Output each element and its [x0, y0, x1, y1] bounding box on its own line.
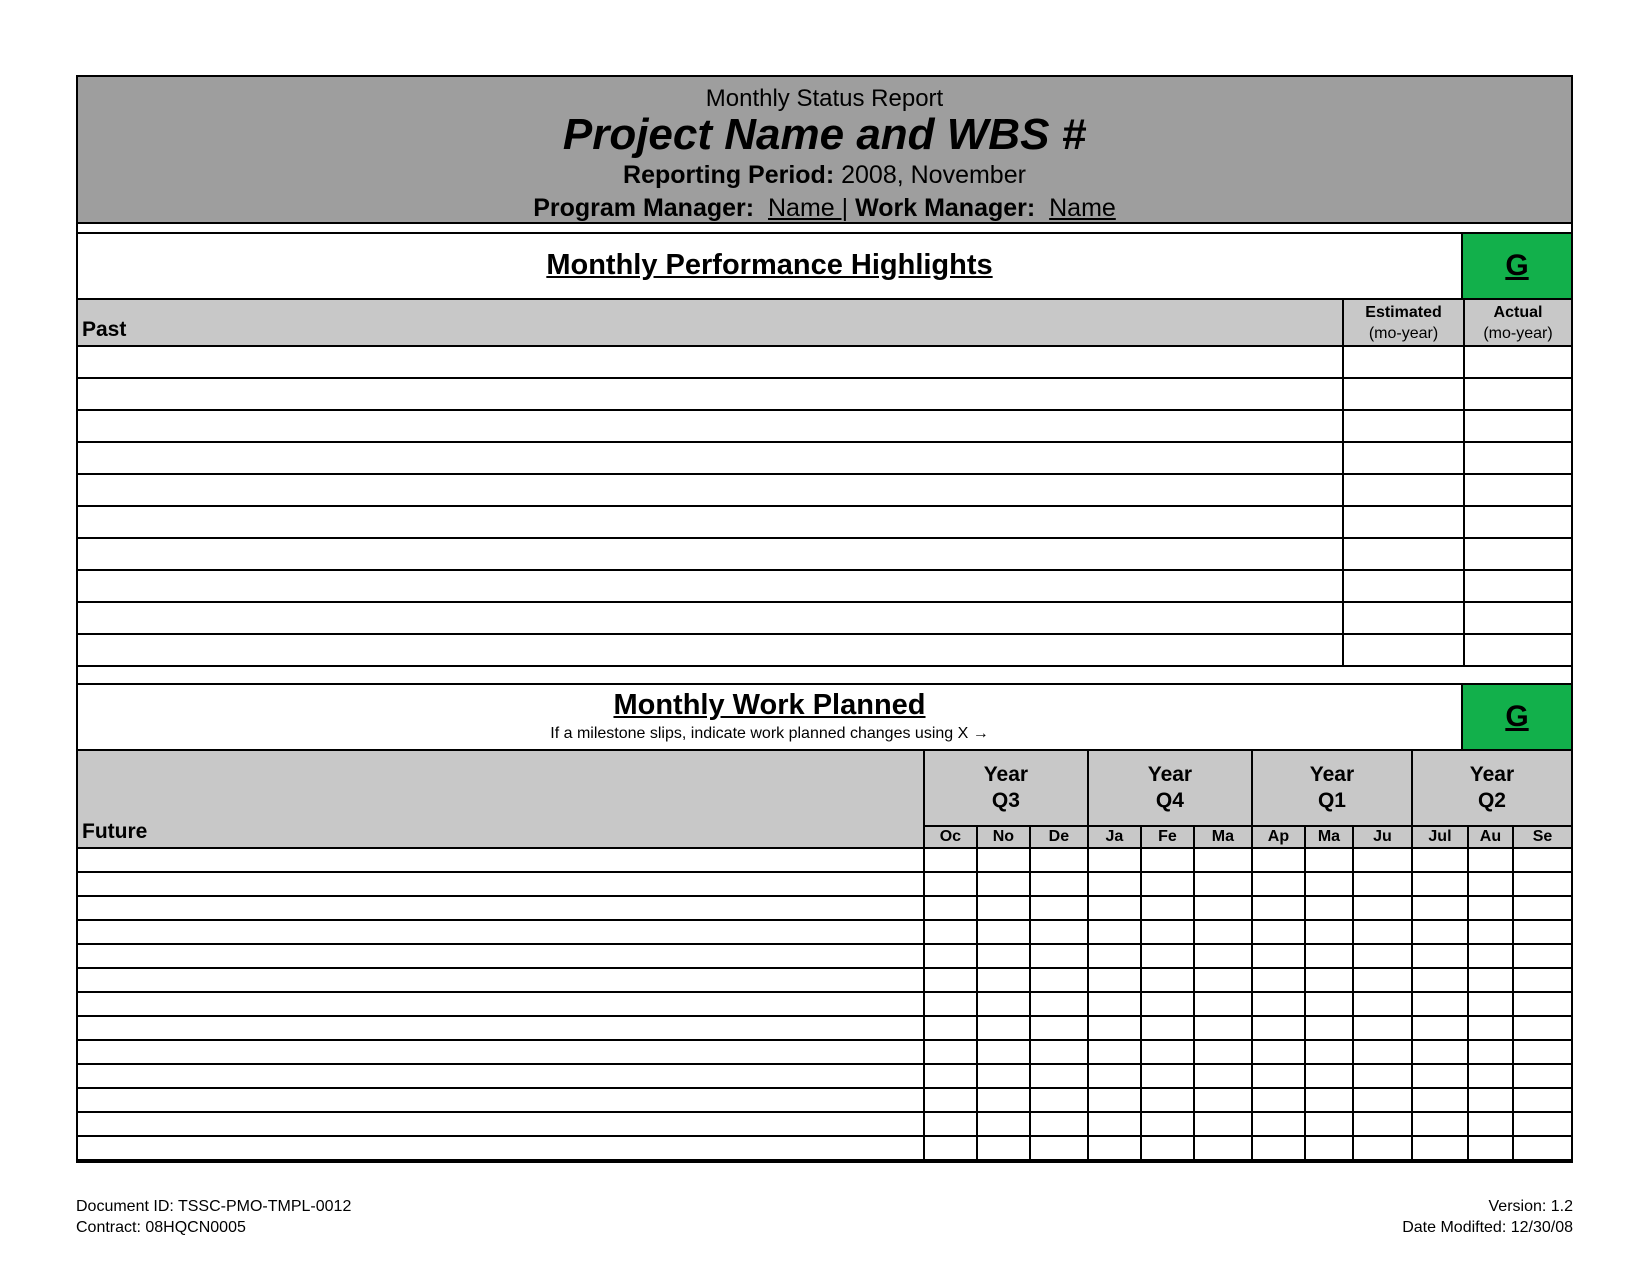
month-cell[interactable] [1194, 1088, 1252, 1112]
actual-cell[interactable] [1464, 634, 1572, 666]
month-cell[interactable] [1412, 992, 1468, 1016]
month-cell[interactable] [924, 1040, 977, 1064]
month-cell[interactable] [1088, 944, 1141, 968]
program-manager-label: Program Manager: [533, 194, 755, 222]
month-cell[interactable] [1305, 944, 1353, 968]
actual-sub: (mo-year) [1483, 324, 1553, 342]
future-row [77, 992, 1572, 1016]
month-cell[interactable] [1353, 848, 1412, 872]
month-cell[interactable] [1353, 920, 1412, 944]
month-cell[interactable] [1305, 1088, 1353, 1112]
month-header: Ja [1088, 826, 1141, 848]
month-cell[interactable] [1412, 920, 1468, 944]
month-cell[interactable] [1194, 1064, 1252, 1088]
month-cell[interactable] [1412, 872, 1468, 896]
month-cell[interactable] [1141, 944, 1194, 968]
quarter-year: Year [983, 763, 1029, 786]
highlights-status-badge[interactable]: G [1461, 234, 1571, 298]
future-item-cell[interactable] [77, 1040, 924, 1064]
report-header [78, 77, 1571, 222]
month-cell[interactable] [1252, 1064, 1305, 1088]
work-manager-label: Work Manager: [855, 194, 1036, 222]
actual-header [1464, 299, 1572, 346]
month-cell[interactable] [1252, 1040, 1305, 1064]
month-cell[interactable] [1513, 848, 1572, 872]
month-cell[interactable] [924, 1016, 977, 1040]
month-cell[interactable] [1353, 1016, 1412, 1040]
month-cell[interactable] [1030, 1088, 1088, 1112]
month-cell[interactable] [1468, 1136, 1513, 1160]
month-cell[interactable] [1468, 1112, 1513, 1136]
month-cell[interactable] [1412, 1016, 1468, 1040]
month-cell[interactable] [1030, 1112, 1088, 1136]
month-cell[interactable] [1141, 1136, 1194, 1160]
month-cell[interactable] [1194, 968, 1252, 992]
future-row [77, 896, 1572, 920]
month-cell[interactable] [977, 1064, 1030, 1088]
month-cell[interactable] [1412, 1040, 1468, 1064]
month-cell[interactable] [1513, 944, 1572, 968]
estimated-header [1343, 299, 1464, 346]
month-cell[interactable] [1030, 1136, 1088, 1160]
month-cell[interactable] [1468, 944, 1513, 968]
month-cell[interactable] [1030, 992, 1088, 1016]
past-item-cell[interactable] [77, 602, 1343, 634]
month-cell[interactable] [1088, 920, 1141, 944]
month-cell[interactable] [1088, 1040, 1141, 1064]
divider [78, 667, 1571, 685]
future-row [77, 1040, 1572, 1064]
month-cell[interactable] [1141, 1016, 1194, 1040]
future-row [77, 920, 1572, 944]
month-cell[interactable] [1252, 968, 1305, 992]
planned-title: Monthly Work Planned [613, 689, 926, 721]
month-cell[interactable] [924, 896, 977, 920]
past-row [77, 634, 1572, 666]
month-cell[interactable] [1468, 992, 1513, 1016]
date-modified: Date Modifted: 12/30/08 [1402, 1219, 1573, 1236]
past-header-row [77, 299, 1572, 346]
month-cell[interactable] [1305, 1016, 1353, 1040]
month-cell[interactable] [1030, 1064, 1088, 1088]
month-cell[interactable] [1305, 848, 1353, 872]
month-cell[interactable] [924, 848, 977, 872]
month-cell[interactable] [1194, 992, 1252, 1016]
month-cell[interactable] [1030, 920, 1088, 944]
month-cell[interactable] [924, 944, 977, 968]
estimated-sub: (mo-year) [1368, 324, 1439, 342]
future-row [77, 848, 1572, 872]
month-cell[interactable] [1468, 1016, 1513, 1040]
month-cell[interactable] [924, 1088, 977, 1112]
future-row [77, 1112, 1572, 1136]
past-item-cell[interactable] [77, 474, 1343, 506]
estimated-cell[interactable] [1343, 410, 1464, 442]
month-cell[interactable] [1305, 872, 1353, 896]
month-cell[interactable] [977, 1088, 1030, 1112]
month-cell[interactable] [1468, 872, 1513, 896]
month-header: Au [1468, 826, 1513, 848]
future-item-cell[interactable] [77, 1064, 924, 1088]
month-cell[interactable] [977, 992, 1030, 1016]
month-cell[interactable] [1194, 1040, 1252, 1064]
month-header: Ma [1194, 826, 1252, 848]
past-item-cell[interactable] [77, 378, 1343, 410]
month-cell[interactable] [1141, 872, 1194, 896]
contract-number: Contract: 08HQCN0005 [76, 1219, 246, 1236]
future-item-cell[interactable] [77, 1112, 924, 1136]
divider [78, 222, 1571, 234]
future-row [77, 968, 1572, 992]
month-header: De [1030, 826, 1088, 848]
month-cell[interactable] [1513, 872, 1572, 896]
footer-right [1402, 1196, 1573, 1238]
month-cell[interactable] [1412, 1088, 1468, 1112]
month-cell[interactable] [1252, 1112, 1305, 1136]
actual-cell[interactable] [1464, 378, 1572, 410]
actual-cell[interactable] [1464, 538, 1572, 570]
month-cell[interactable] [1353, 1088, 1412, 1112]
report-box [76, 75, 1573, 1163]
month-cell[interactable] [977, 1040, 1030, 1064]
month-cell[interactable] [1252, 1016, 1305, 1040]
month-cell[interactable] [1412, 1064, 1468, 1088]
managers-line [78, 194, 1571, 223]
month-cell[interactable] [1305, 992, 1353, 1016]
month-cell[interactable] [977, 920, 1030, 944]
month-header: Fe [1141, 826, 1194, 848]
month-cell[interactable] [1305, 920, 1353, 944]
month-cell[interactable] [1353, 896, 1412, 920]
month-cell[interactable] [1513, 1088, 1572, 1112]
month-cell[interactable] [1141, 992, 1194, 1016]
past-row [77, 410, 1572, 442]
reporting-period [78, 161, 1571, 190]
quarter-year: Year [1469, 763, 1515, 786]
past-item-cell[interactable] [77, 634, 1343, 666]
quarter-header [1412, 750, 1572, 826]
future-table [76, 749, 1573, 1161]
estimated-label: Estimated [1365, 303, 1442, 321]
month-cell[interactable] [1412, 848, 1468, 872]
month-cell[interactable] [1513, 968, 1572, 992]
month-cell[interactable] [1513, 1016, 1572, 1040]
past-row [77, 442, 1572, 474]
footer-left [76, 1196, 351, 1238]
future-item-cell[interactable] [77, 1016, 924, 1040]
actual-cell[interactable] [1464, 410, 1572, 442]
month-cell[interactable] [1194, 944, 1252, 968]
future-item-cell[interactable] [77, 1088, 924, 1112]
past-row [77, 506, 1572, 538]
month-cell[interactable] [977, 1016, 1030, 1040]
month-cell[interactable] [1088, 968, 1141, 992]
actual-cell[interactable] [1464, 602, 1572, 634]
estimated-cell[interactable] [1343, 506, 1464, 538]
planned-status-badge[interactable]: G [1461, 685, 1571, 749]
month-cell[interactable] [1252, 1088, 1305, 1112]
month-cell[interactable] [924, 968, 977, 992]
past-row [77, 570, 1572, 602]
quarter-header [1252, 750, 1412, 826]
past-row [77, 378, 1572, 410]
status-report-form [76, 75, 1573, 1163]
quarter-label: Q3 [991, 789, 1020, 812]
future-item-cell[interactable] [77, 992, 924, 1016]
planned-header [78, 685, 1571, 751]
month-cell[interactable] [1513, 1136, 1572, 1160]
month-cell[interactable] [1252, 896, 1305, 920]
month-cell[interactable] [1305, 896, 1353, 920]
quarter-label: Q2 [1477, 789, 1506, 812]
month-cell[interactable] [977, 872, 1030, 896]
month-cell[interactable] [1030, 872, 1088, 896]
past-row [77, 474, 1572, 506]
month-cell[interactable] [1412, 896, 1468, 920]
month-cell[interactable] [1468, 848, 1513, 872]
month-cell[interactable] [1141, 1112, 1194, 1136]
month-cell[interactable] [1513, 896, 1572, 920]
month-cell[interactable] [1141, 968, 1194, 992]
future-item-cell[interactable] [77, 920, 924, 944]
month-cell[interactable] [1088, 1112, 1141, 1136]
month-cell[interactable] [1252, 1136, 1305, 1160]
month-cell[interactable] [1513, 992, 1572, 1016]
actual-cell[interactable] [1464, 474, 1572, 506]
month-cell[interactable] [977, 944, 1030, 968]
month-cell[interactable] [1088, 992, 1141, 1016]
highlights-title: Monthly Performance Highlights [546, 249, 993, 281]
month-cell[interactable] [1088, 896, 1141, 920]
actual-cell[interactable] [1464, 570, 1572, 602]
month-cell[interactable] [1194, 872, 1252, 896]
month-cell[interactable] [1088, 1064, 1141, 1088]
month-header: Ma [1305, 826, 1353, 848]
estimated-cell[interactable] [1343, 570, 1464, 602]
quarter-header [924, 750, 1088, 826]
month-cell[interactable] [924, 1112, 977, 1136]
month-cell[interactable] [977, 896, 1030, 920]
estimated-cell[interactable] [1343, 474, 1464, 506]
month-cell[interactable] [1141, 920, 1194, 944]
future-item-cell[interactable] [77, 1136, 924, 1160]
estimated-cell[interactable] [1343, 634, 1464, 666]
month-cell[interactable] [1513, 1040, 1572, 1064]
planned-note: If a milestone slips, indicate work planned changes using X → [550, 725, 989, 742]
month-cell[interactable] [1305, 968, 1353, 992]
month-cell[interactable] [1088, 1088, 1141, 1112]
actual-cell[interactable] [1464, 346, 1572, 378]
month-cell[interactable] [1353, 1064, 1412, 1088]
past-row [77, 602, 1572, 634]
month-cell[interactable] [1252, 944, 1305, 968]
month-cell[interactable] [1468, 1064, 1513, 1088]
month-cell[interactable] [1030, 1040, 1088, 1064]
month-cell[interactable] [1412, 944, 1468, 968]
month-cell[interactable] [1252, 872, 1305, 896]
month-cell[interactable] [1194, 920, 1252, 944]
quarter-year: Year [1309, 763, 1355, 786]
version: Version: 1.2 [1488, 1198, 1573, 1215]
future-label: Future [77, 750, 924, 848]
month-cell[interactable] [1468, 1088, 1513, 1112]
document-id: Document ID: TSSC-PMO-TMPL-0012 [76, 1198, 352, 1215]
month-cell[interactable] [1030, 1016, 1088, 1040]
future-row [77, 944, 1572, 968]
month-cell[interactable] [1088, 872, 1141, 896]
month-cell[interactable] [1513, 920, 1572, 944]
month-cell[interactable] [924, 872, 977, 896]
program-manager-name[interactable]: Name | [767, 194, 849, 222]
reporting-period-value: 2008, November [841, 161, 1026, 189]
month-cell[interactable] [1030, 968, 1088, 992]
estimated-cell[interactable] [1343, 602, 1464, 634]
month-cell[interactable] [1141, 848, 1194, 872]
month-cell[interactable] [1468, 1040, 1513, 1064]
future-item-cell[interactable] [77, 944, 924, 968]
future-header-row [77, 750, 1572, 826]
month-header: Jul [1412, 826, 1468, 848]
month-cell[interactable] [1252, 848, 1305, 872]
highlights-title-cell [78, 234, 1461, 298]
planned-title-cell [78, 685, 1461, 749]
month-cell[interactable] [1141, 1040, 1194, 1064]
month-cell[interactable] [1353, 992, 1412, 1016]
month-cell[interactable] [1030, 944, 1088, 968]
month-cell[interactable] [1030, 848, 1088, 872]
estimated-cell[interactable] [1343, 442, 1464, 474]
month-cell[interactable] [1252, 920, 1305, 944]
future-item-cell[interactable] [77, 968, 924, 992]
future-item-cell[interactable] [77, 848, 924, 872]
estimated-cell[interactable] [1343, 378, 1464, 410]
month-cell[interactable] [1088, 1136, 1141, 1160]
future-row [77, 1016, 1572, 1040]
month-cell[interactable] [1353, 1136, 1412, 1160]
past-item-cell[interactable] [77, 506, 1343, 538]
actual-cell[interactable] [1464, 442, 1572, 474]
month-cell[interactable] [1194, 1136, 1252, 1160]
month-cell[interactable] [1513, 1112, 1572, 1136]
month-cell[interactable] [1353, 968, 1412, 992]
month-header: Se [1513, 826, 1572, 848]
project-title: Project Name and WBS # [562, 110, 1087, 159]
month-cell[interactable] [1513, 1064, 1572, 1088]
month-cell[interactable] [1141, 1088, 1194, 1112]
month-cell[interactable] [1468, 920, 1513, 944]
month-cell[interactable] [1194, 896, 1252, 920]
month-cell[interactable] [1353, 944, 1412, 968]
future-row [77, 1136, 1572, 1160]
reporting-period-label: Reporting Period: [623, 161, 835, 189]
month-cell[interactable] [1353, 1112, 1412, 1136]
month-cell[interactable] [1141, 896, 1194, 920]
month-header: No [977, 826, 1030, 848]
month-cell[interactable] [1194, 848, 1252, 872]
month-cell[interactable] [1030, 896, 1088, 920]
future-row [77, 1064, 1572, 1088]
actual-cell[interactable] [1464, 506, 1572, 538]
past-item-cell[interactable] [77, 538, 1343, 570]
month-cell[interactable] [1194, 1016, 1252, 1040]
month-cell[interactable] [1252, 992, 1305, 1016]
month-cell[interactable] [1305, 1136, 1353, 1160]
month-cell[interactable] [1353, 872, 1412, 896]
report-subtitle: Monthly Status Report [705, 85, 944, 112]
estimated-cell[interactable] [1343, 538, 1464, 570]
past-item-cell[interactable] [77, 410, 1343, 442]
past-item-cell[interactable] [77, 346, 1343, 378]
month-cell[interactable] [977, 968, 1030, 992]
quarter-label: Q4 [1155, 789, 1184, 812]
past-table [76, 298, 1573, 667]
month-cell[interactable] [1305, 1064, 1353, 1088]
future-row [77, 1088, 1572, 1112]
month-cell[interactable] [1088, 1016, 1141, 1040]
quarter-label: Q1 [1317, 789, 1346, 812]
month-cell[interactable] [1412, 968, 1468, 992]
month-cell[interactable] [977, 1112, 1030, 1136]
month-cell[interactable] [1194, 1112, 1252, 1136]
future-item-cell[interactable] [77, 872, 924, 896]
highlights-header [78, 234, 1571, 300]
past-row [77, 538, 1572, 570]
month-cell[interactable] [977, 848, 1030, 872]
estimated-cell[interactable] [1343, 346, 1464, 378]
month-cell[interactable] [1088, 848, 1141, 872]
month-cell[interactable] [924, 1064, 977, 1088]
month-cell[interactable] [1141, 1064, 1194, 1088]
future-row [77, 872, 1572, 896]
month-cell[interactable] [1468, 896, 1513, 920]
month-header: Ju [1353, 826, 1412, 848]
month-cell[interactable] [1353, 1040, 1412, 1064]
month-cell[interactable] [977, 1136, 1030, 1160]
month-cell[interactable] [1305, 1040, 1353, 1064]
month-header: Ap [1252, 826, 1305, 848]
month-cell[interactable] [1412, 1112, 1468, 1136]
month-cell[interactable] [924, 992, 977, 1016]
work-manager-name[interactable]: Name [1049, 194, 1116, 222]
future-item-cell[interactable] [77, 896, 924, 920]
quarter-header [1088, 750, 1252, 826]
month-header: Oc [924, 826, 977, 848]
quarter-year: Year [1147, 763, 1193, 786]
past-row [77, 346, 1572, 378]
month-cell[interactable] [924, 920, 977, 944]
past-item-cell[interactable] [77, 442, 1343, 474]
past-item-cell[interactable] [77, 570, 1343, 602]
month-cell[interactable] [1305, 1112, 1353, 1136]
month-cell[interactable] [924, 1136, 977, 1160]
actual-label: Actual [1493, 303, 1543, 321]
past-label: Past [77, 299, 1343, 346]
month-cell[interactable] [1412, 1136, 1468, 1160]
month-cell[interactable] [1468, 968, 1513, 992]
